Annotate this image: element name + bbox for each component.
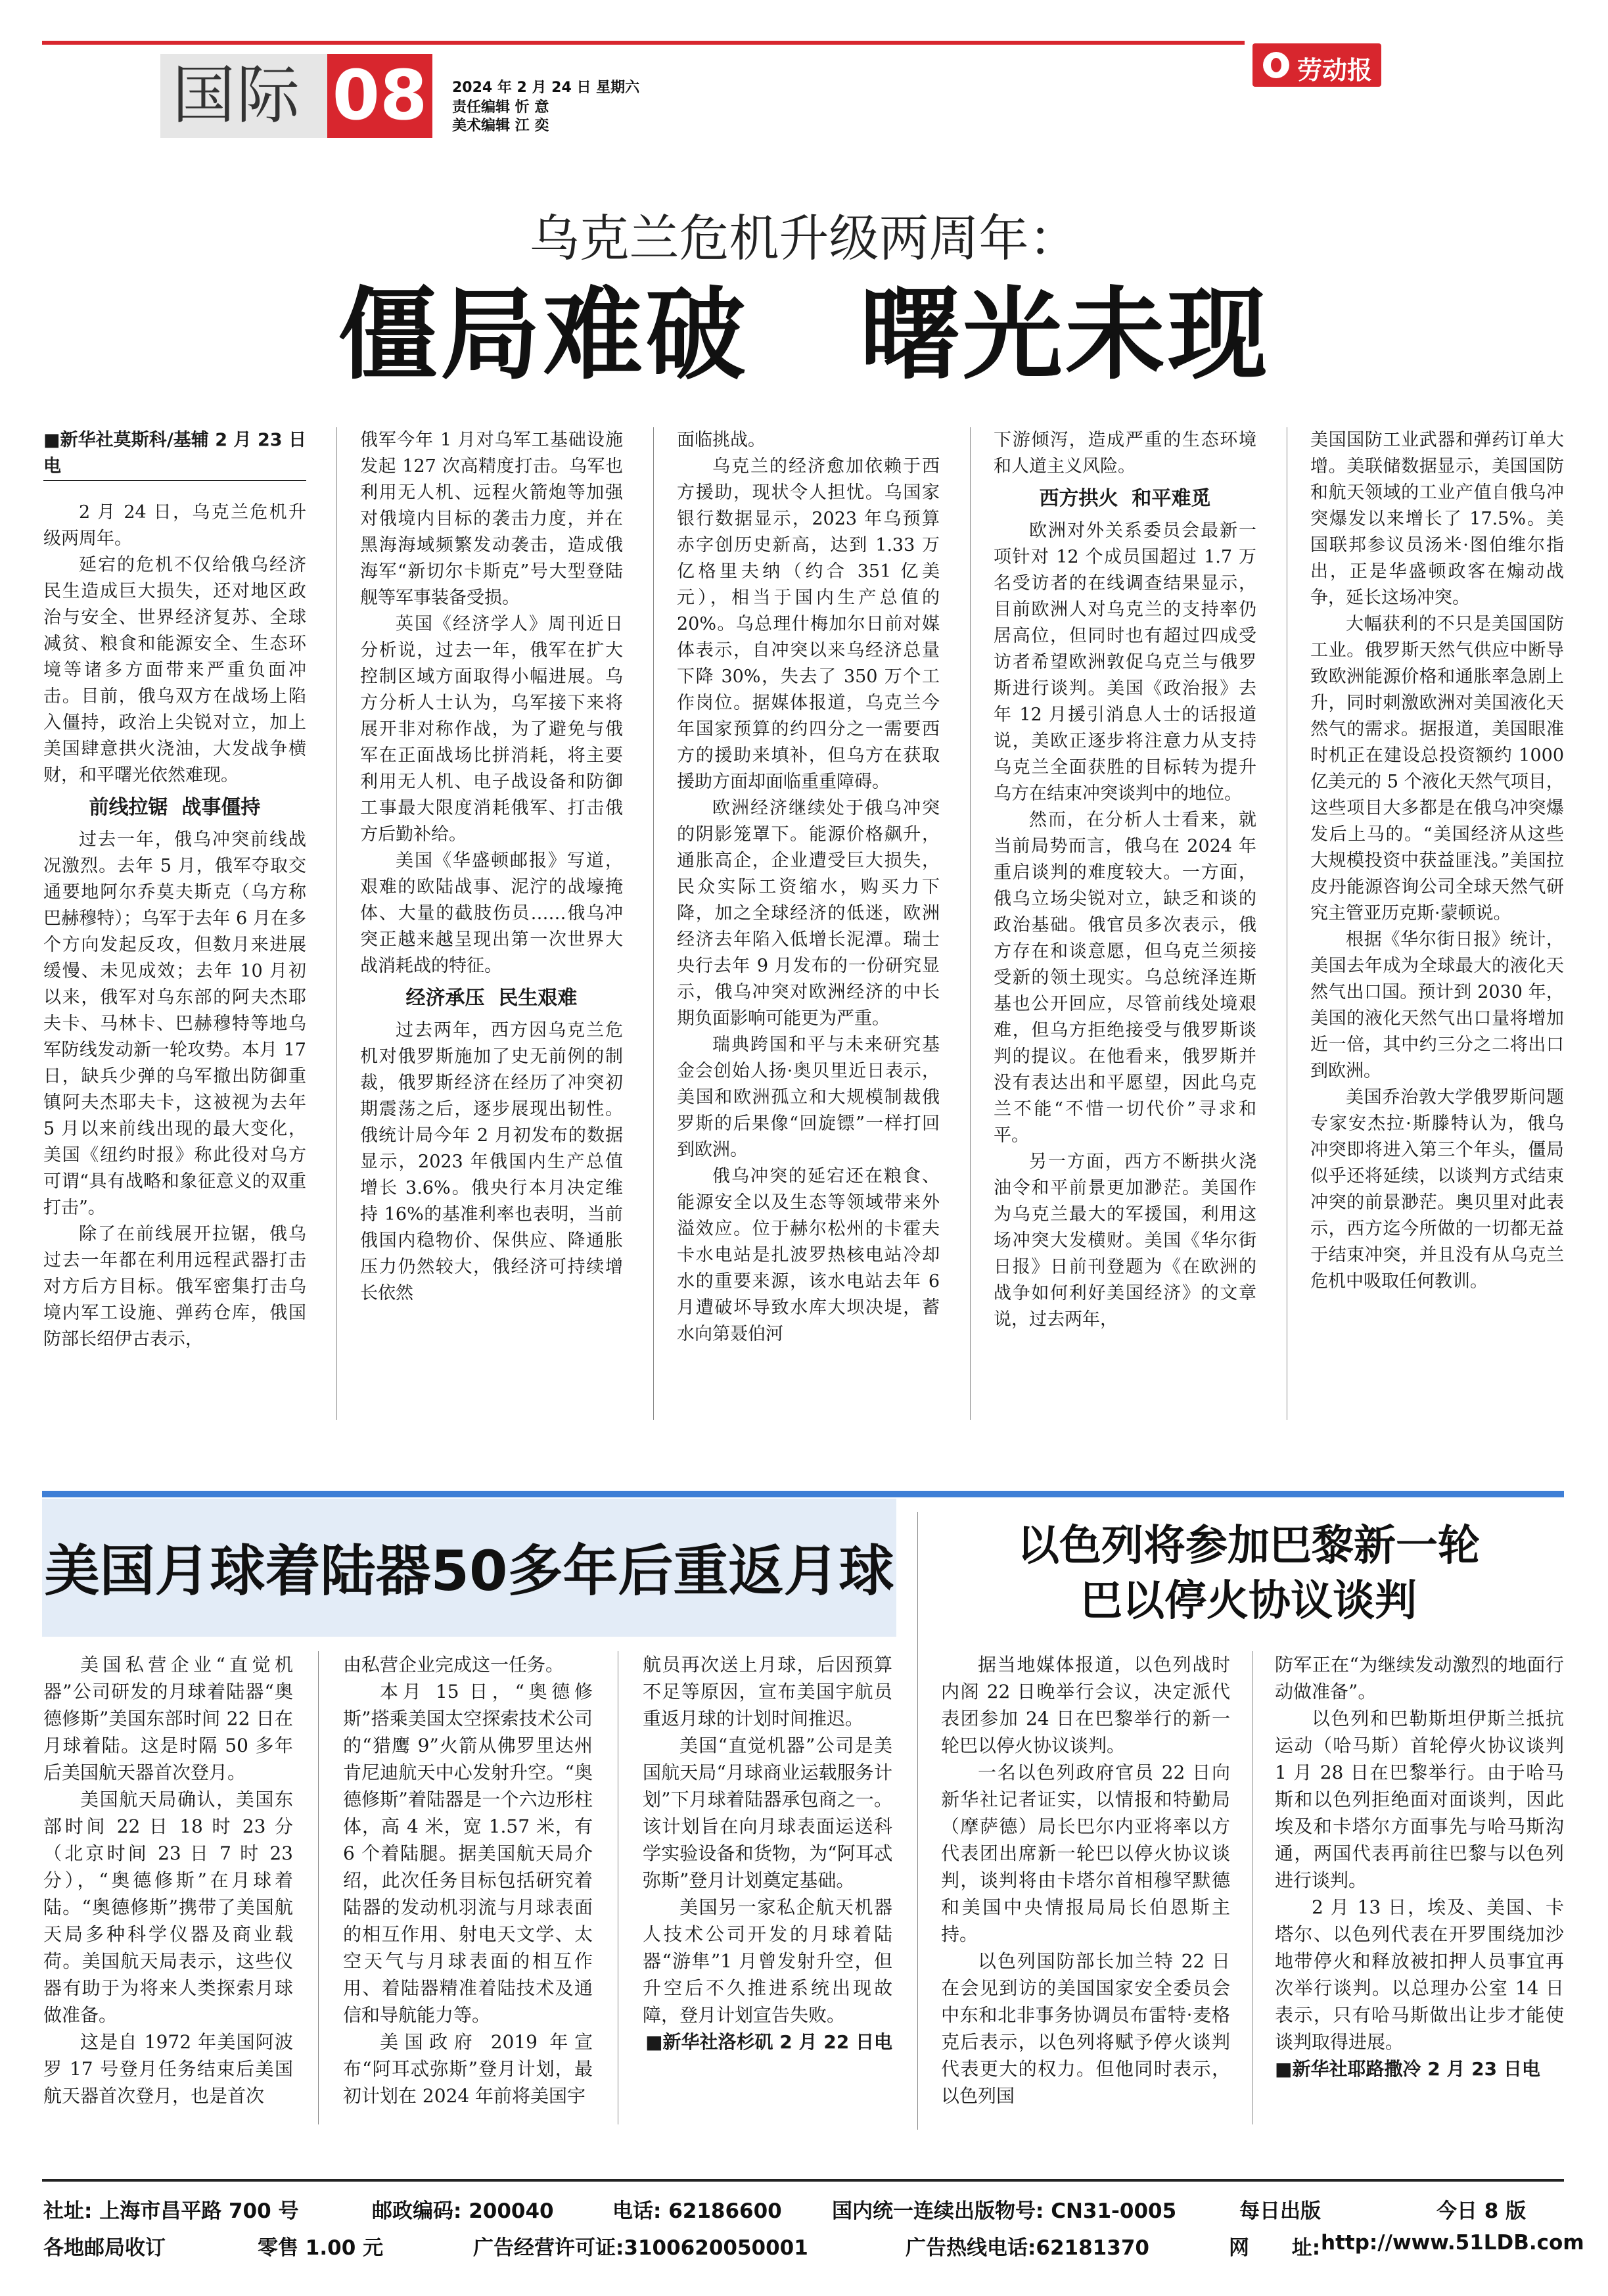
editor-credit: 责任编辑 忻 意 [452,99,549,116]
israel-c1-p1: 据当地媒体报道，以色列战时内阁 22 日晚举行会议，决定派代表团参加 24 日在巴黎举行的新一轮巴以停火协议谈判。 [941,1654,1230,1756]
moon-c3-p1: 航员再次送上月球，后因预算不足等原因，宣布美国宇航员重返月球的计划时间推迟。 [643,1654,892,1729]
footer-post: 各地邮局收订 [43,2236,166,2260]
column-rule [318,1651,319,2124]
lead-c4-p2: 欧洲对外关系委员会最新一项针对 12 个成员国超过 1.7 万名受访者的在线调查结果显示，目前欧洲人对乌克兰的支持率仍居高位，但同时也有超过四成受访者希望欧洲敦促乌克兰与俄罗斯进行谈判。美国《政治报》去年 12 月援引消息人士的话报道说，美欧正逐步将注意力从支持乌克兰全面获胜的目标转为提升乌方在结束冲突谈判中的地位。 [994,521,1256,804]
lead-c4-p1: 下游倾泻，造成严重的生态环境和人道主义风险。 [994,430,1256,477]
lead-c3-p3: 欧洲经济继续处于俄乌冲突的阴影笼罩下。能源价格飙升，通胀高企，企业遭受巨大损失，民众实际工资缩水，购买力下降，加之全球经济的低迷，欧洲经济去年陷入低增长泥潭。瑞士央行去年 9 月发布的一份研究显示，俄乌冲突对欧洲经济的中长期负面影响可能更为严重。 [677,798,940,1029]
moon-credit: ■新华社洛杉矶 2 月 22 日电 [645,2031,892,2053]
lead-subhead-economy: 经济承压 民生艰难 [405,987,578,1010]
israel-c2-p1: 防军正在“为继续发动激烈的地面行动做准备”。 [1275,1654,1564,1702]
moon-c2-p2: 本月 15 日，“奥德修斯”搭乘美国太空探索技术公司的“猎鹰 9”火箭从佛罗里达州肯尼迪航天中心发射升空。“奥德修斯”着陆器是一个六边形柱体，高 4 米，宽 1.57 米，有 6 个着陆腿。据美国航天局介绍，此次任务目标包括研究着陆器的发动机羽流与月球表面的相互作用、射电天文学、太空天气与月球表面的相互作用、着陆器精准着陆技术及通信和导航能力等。 [343,1681,593,2026]
israel-c1-p2: 一名以色列政府官员 22 日向新华社记者证实，以情报和特勤局（摩萨德）局长巴尔内亚将率以方代表团出席新一轮巴以停火协议谈判，谈判将由卡塔尔首相穆罕默德和美国中央情报局局长伯恩斯主持。 [941,1762,1230,1945]
newspaper-logo [1252,43,1381,87]
lead-c5-p3: 根据《华尔街日报》统计，美国去年成为全球最大的液化天然气出口国。预计到 2030 年，美国的液化天然气出口量将增加近一倍，其中约三分之二将出口到欧洲。 [1310,929,1564,1081]
lead-c2-p1: 俄军今年 1 月对乌军工基础设施发起 127 次高精度打击。乌军也利用无人机、远程火箭炮等加强对俄境内目标的袭击力度，并在黑海海域频繁发动袭击，造成俄海军“新切尔卡斯克”号大型登陆舰等军事装备受损。 [360,430,623,608]
lead-c1-p1: 2 月 24 日，乌克兰危机升级两周年。 [43,502,306,549]
lead-c4-p4: 另一方面，西方不断拱火浇油令和平前景更加渺茫。美国作为乌克兰最大的军援国，利用这场冲突大发横财。美国《华尔街日报》日前刊登题为《在欧洲的战争如何利好美国经济》的文章说，过去两年， [994,1152,1256,1330]
israel-c1-p3: 以色列国防部长加兰特 22 日在会见到访的美国国家安全委员会中东和北非事务协调员布雷特·麦格克后表示，以色列将赋予停火谈判代表更大的权力。但他同时表示，以色列国 [941,1950,1230,2107]
logo-text: 劳动报 [1297,56,1373,85]
lead-c3-p1: 面临挑战。 [677,430,766,450]
moon-c1-p3: 这是自 1972 年美国阿波罗 17 号登月任务结束后美国航天器首次登月，也是首次 [43,2031,293,2107]
israel-c2-p2: 以色列和巴勒斯坦伊斯兰抵抗运动（哈马斯）首轮停火协议谈判 1 月 28 日在巴黎举行。由于哈马斯和以色列拒绝面对面谈判，因此埃及和卡塔尔方面事先与哈马斯沟通，两国代表再前往巴黎与以色列进行谈判。 [1275,1708,1564,1891]
footer-daily: 每日出版 [1239,2199,1321,2223]
lead-c1-p3: 过去一年，俄乌冲突前线战况激烈。去年 5 月，俄军夺取交通要地阿尔乔莫夫斯克（乌方称巴赫穆特）；乌军于去年 6 月在多个方向发起反攻，但数月来进展缓慢、未见成效；去年 10 月初以来，俄军对乌东部的阿夫杰耶夫卡、马林卡、巴赫穆特等地乌军防线发动新一轮攻势。本月 17 日，缺兵少弹的乌军撤出防御重镇阿夫杰耶夫卡，这被视为去年 5 月以来前线出现的最大变化，美国《纽约时报》称此役对乌方可谓“具有战略和象征意义的双重打击”。 [43,830,306,1218]
moon-headline: 美国月球着陆器50多年后重返月球 [44,1539,894,1603]
lead-byline: ■新华社莫斯科/基辅 2 月 23 日电 [43,427,306,481]
moon-c1-p2: 美国航天局确认，美国东部时间 22 日 18 时 23 分（北京时间 23 日 7 时 23 分），“奥德修斯”在月球着陆。“奥德修斯”携带了美国航天局多种科学仪器及商业载荷。美国航天局表示，这些仪器有助于为将来人类探索月球做准备。 [43,1789,293,2026]
lead-c4-p3: 然而，在分析人士看来，就当前局势而言，俄乌在 2024 年重启谈判的难度较大。一方面，俄乌立场尖锐对立，缺乏和谈的政治基础。俄官员多次表示，俄方存在和谈意愿，但乌克兰须接受新的领土现实。乌总统泽连斯基也公开回应，尽管前线处境艰难，但乌方拒绝接受与俄罗斯谈判的提议。在他看来，俄罗斯并没有表达出和平愿望，因此乌克兰不能“不惜一切代价”寻求和平。 [994,810,1256,1146]
lead-column-1 [43,427,306,1353]
footer-pages: 今日 8 版 [1436,2199,1527,2223]
art-editor-credit: 美术编辑 江 奕 [452,118,549,134]
column-rule [1252,1651,1253,2124]
issue-date: 2024 年 2 月 24 日 星期六 [452,80,640,96]
moon-column-3 [643,1651,892,2055]
footer-ad-phone: 广告热线电话:62181370 [906,2236,1149,2260]
lead-subhead-west: 西方拱火 和平难觅 [1039,487,1211,510]
lead-c3-p4: 瑞典跨国和平与未来研究基金会创始人扬·奥贝里近日表示，美国和欧洲孤立和大规模制裁俄罗斯的后果像“回旋镖”一样打回到欧洲。 [677,1035,940,1160]
lead-c3-p2: 乌克兰的经济愈加依赖于西方援助，现状令人担忧。乌国家银行数据显示，2023 年乌预算赤字创历史新高，达到 1.33 万亿格里夫纳（约合 351 亿美元），相当于国内生产总值的 20%。乌总理什梅加尔日前对媒体表示，自冲突以来乌经济总量下降 30%，失去了 350 万个工作岗位。据媒体报道，乌克兰今年国家预算的约四分之一需要西方的援助来填补，但乌方在获取援助方面却面临重重障碍。 [677,456,940,792]
column-rule [336,427,337,1420]
lead-column-2 [360,427,623,1307]
moon-c3-p3: 美国另一家私企航天机器人技术公司开发的月球着陆器“游隼”1 月曾发射升空，但升空后不久推进系统出现故障，登月计划宣告失败。 [643,1896,892,2026]
lead-column-3 [677,427,940,1347]
top-red-rule [42,41,1245,45]
column-rule [653,427,654,1420]
israel-headline-line1: 以色列将参加巴黎新一轮 [1017,1522,1480,1570]
footer-price: 零售 1.00 元 [258,2236,384,2260]
lead-c3-p5: 俄乌冲突的延宕还在粮食、能源安全以及生态等领域带来外溢效应。位于赫尔松州的卡霍夫卡水电站是扎波罗热核电站冷却水的重要来源，该水电站去年 6 月遭破坏导致水库大坝决堤，蓄水向第聂伯河 [677,1166,940,1344]
lead-c2-p4: 过去两年，西方因乌克兰危机对俄罗斯施加了史无前例的制裁，俄罗斯经济在经历了冲突初期震荡之后，逐步展现出韧性。俄统计局今年 2 月初发布的数据显示，2023 年俄国内生产总值增长 3.6%。俄央行本月决定维持 16%的基准利率也表明，当前俄国内稳物价、保供应、降通胀压力仍然较大，俄经济可持续增长依然 [360,1020,623,1303]
lead-column-5 [1310,427,1564,1295]
moon-column-2 [343,1651,593,2109]
moon-c2-p1: 由私营企业完成这一任务。 [343,1654,564,1675]
section-title: 国际 [172,59,301,132]
moon-c1-p1: 美国私营企业“直觉机器”公司研发的月球着陆器“奥德修斯”美国东部时间 22 日在月球着陆。这是时隔 50 多年后美国航天器首次登月。 [43,1654,293,1783]
moon-c3-p2: 美国“直觉机器”公司是美国航天局“月球商业运载服务计划”下月球着陆器承包商之一。该计划旨在向月球表面运送科学实验设备和货物，为“阿耳忒弥斯”登月计划奠定基础。 [643,1735,892,1891]
footer-license: 广告经营许可证:3100620050001 [473,2236,808,2260]
column-rule [917,1512,918,2130]
lead-c2-p3: 美国《华盛顿邮报》写道，艰难的欧陆战事、泥泞的战壕掩体、大量的截肢伤员……俄乌冲突正越来越呈现出第一次世界大战消耗战的特征。 [360,851,623,976]
lead-c5-p4: 美国乔治敦大学俄罗斯问题专家安杰拉·斯滕特认为，俄乌冲突即将进入第三个年头，僵局似乎还将延续，以谈判方式结束冲突的前景渺茫。奥贝里对此表示，西方迄今所做的一切都无益于结束冲突，并且没有从乌克兰危机中吸取任何教训。 [1310,1087,1564,1292]
israel-c2-p3: 2 月 13 日，埃及、美国、卡塔尔、以色列代表在开罗围绕加沙地带停火和释放被扣押人员事宜再次举行谈判。以总理办公室 14 日表示，只有哈马斯做出让步才能使谈判取得进展。 [1275,1896,1564,2053]
footer-web-label: 网 址: [1229,2236,1321,2260]
footer-website-link[interactable]: http://www.51LDB.com [1321,2231,1584,2255]
lead-column-4 [994,427,1256,1333]
israel-credit: ■新华社耶路撒冷 2 月 23 日电 [1275,2058,1540,2080]
column-rule [970,427,971,1420]
logo-mark-inner-icon [1271,58,1281,72]
israel-column-1 [941,1651,1230,2109]
lead-c2-p2: 英国《经济学人》周刊近日分析说，过去一年，俄军在扩大控制区域方面取得小幅进展。乌方分析人士认为，乌军接下来将展开非对称作战，为了避免与俄军在正面战场比拼消耗，将主要利用无人机、电子战设备和防御工事最大限度消耗俄军、打击俄方后勤补给。 [360,614,623,845]
lead-c1-p2: 延宕的危机不仅给俄乌经济民生造成巨大损失，还对地区政治与安全、世界经济复苏、全球减贫、粮食和能源安全、生态环境等诸多方面带来严重负面冲击。目前，俄乌双方在战场上陷入僵持，政治上尖锐对立，加上美国肆意拱火浇油，大发战争横财，和平曙光依然难现。 [43,555,306,785]
moon-c2-p3: 美国政府 2019 年宣布“阿耳忒弥斯”登月计划，最初计划在 2024 年前将美国宇 [343,2031,593,2107]
moon-column-1 [43,1651,293,2109]
lead-c1-p4: 除了在前线展开拉锯，俄乌过去一年都在利用远程武器打击对方后方目标。俄军密集打击乌境内军工设施、弹药仓库，俄国防部长绍伊古表示， [43,1224,306,1349]
israel-headline-line2: 巴以停火协议谈判 [1080,1577,1417,1626]
page-number: 08 [332,55,428,135]
lead-headline: 僵局难破 曙光未现 [338,277,1270,393]
footer-top-rule [42,2179,1564,2182]
lead-c5-p2: 大幅获利的不只是美国国防工业。俄罗斯天然气供应中断导致欧洲能源价格和通胀率急剧上升，同时刺激欧洲对美国液化天然气的需求。据报道，美国眼准时机正在建设总投资额约 1000 亿美元的 5 个液化天然气项目，这些项目大多都是在俄乌冲突爆发后上马的。“美国经济从这些大规模投资中获益匪浅。”美国拉皮丹能源咨询公司全球天然气研究主管亚历克斯·蒙顿说。 [1310,614,1564,924]
section-divider [42,1491,1564,1497]
footer-postcode: 邮政编码: 200040 [372,2199,554,2223]
lead-c5-p1: 美国国防工业武器和弹药订单大增。美联储数据显示，美国国防和航天领域的工业产值自俄乌冲突爆发以来增长了 17.5%。美国联邦参议员汤米·图伯维尔指出，正是华盛顿政客在煽动战争，延长这场冲突。 [1310,430,1564,608]
footer-address: 社址: 上海市昌平路 700 号 [43,2199,299,2223]
footer-phone: 电话: 62186600 [612,2199,782,2223]
footer-cn-number: 国内统一连续出版物号: CN31-0005 [832,2199,1177,2223]
israel-column-2 [1275,1651,1564,2082]
lead-subhead-frontline: 前线拉锯 战事僵持 [89,796,261,819]
lead-kicker: 乌克兰危机升级两周年： [529,209,1079,268]
